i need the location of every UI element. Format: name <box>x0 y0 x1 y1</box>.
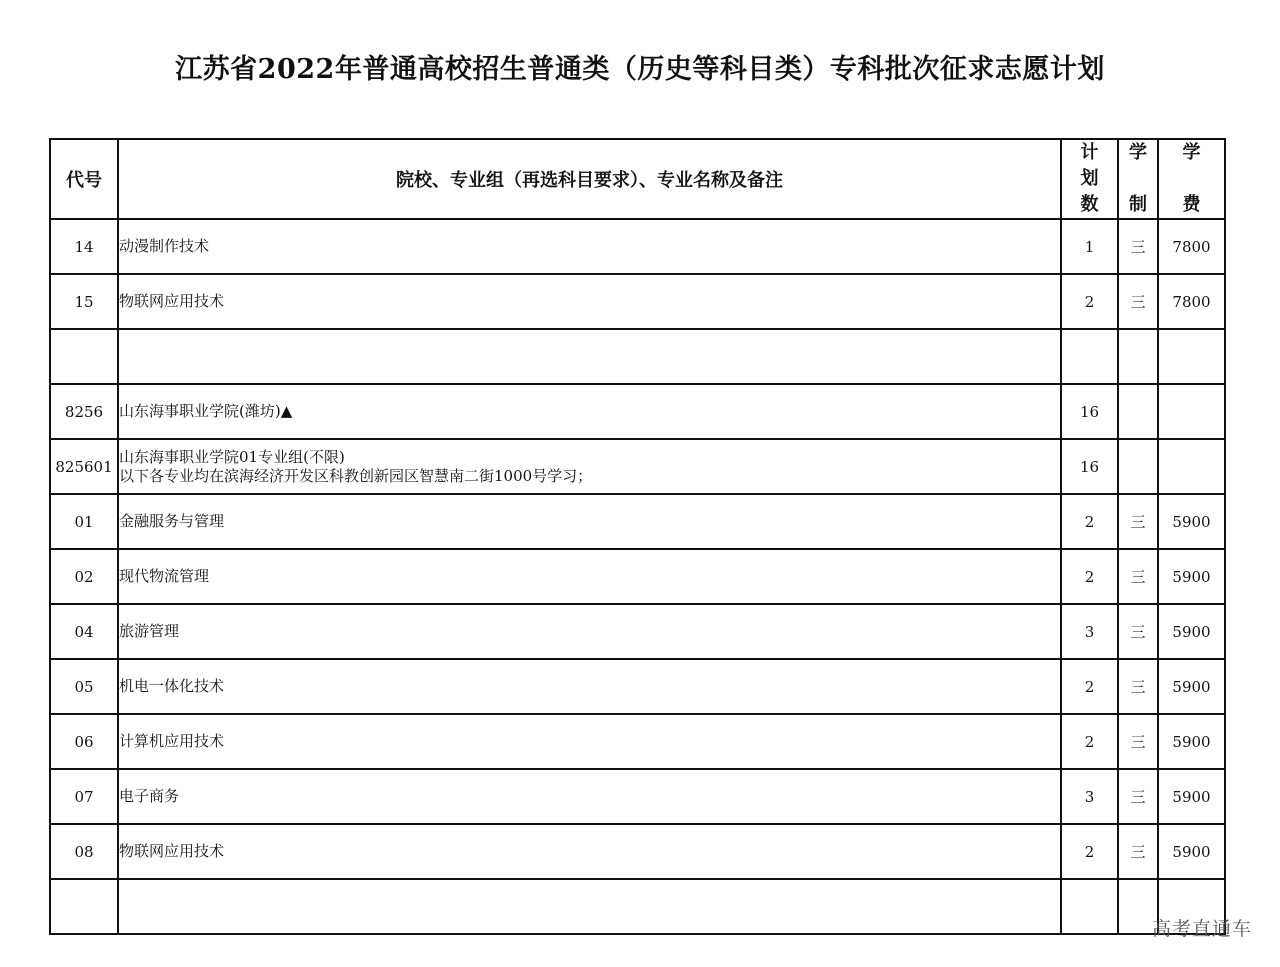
cell-duration: 三 <box>1118 714 1158 769</box>
cell-fee <box>1158 329 1225 384</box>
spacer <box>1119 166 1157 192</box>
cell-description <box>118 769 1061 824</box>
watermark: 高考直通车 <box>1151 918 1252 940</box>
description-line: 物联网应用技术 <box>119 292 225 310</box>
header-fee-char: 费 <box>1182 194 1201 215</box>
cell-code: 02 <box>50 549 118 604</box>
table-header-row <box>50 139 1225 219</box>
cell-duration: 三 <box>1118 274 1158 329</box>
table-row <box>50 219 1225 274</box>
description-line: 金融服务与管理 <box>119 512 225 530</box>
cell-code: 15 <box>50 274 118 329</box>
description-line: 现代物流管理 <box>119 567 210 585</box>
table-row <box>50 549 1225 604</box>
table-body <box>50 219 1225 934</box>
cell-plan-count: 3 <box>1061 769 1118 824</box>
table-row <box>50 604 1225 659</box>
cell-code: 05 <box>50 659 118 714</box>
cell-plan-count: 2 <box>1061 494 1118 549</box>
cell-duration <box>1118 439 1158 494</box>
cell-fee: 5900 <box>1158 714 1225 769</box>
cell-description <box>118 219 1061 274</box>
cell-description <box>118 714 1061 769</box>
header-description: 院校、专业组（再选科目要求）、专业名称及备注 <box>118 139 1061 219</box>
cell-duration: 三 <box>1118 494 1158 549</box>
cell-description <box>118 274 1061 329</box>
cell-fee <box>1158 439 1225 494</box>
cell-plan-count: 16 <box>1061 384 1118 439</box>
page-title: 江苏省2022年普通高校招生普通类（历史等科目类）专科批次征求志愿计划 <box>175 54 1105 85</box>
cell-description <box>118 824 1061 879</box>
cell-description <box>118 384 1061 439</box>
spacer <box>1159 166 1224 192</box>
cell-code: 06 <box>50 714 118 769</box>
table-row <box>50 824 1225 879</box>
cell-code: 04 <box>50 604 118 659</box>
header-duration-char: 学 <box>1129 142 1147 163</box>
description-line: 山东海事职业学院01专业组(不限) <box>119 447 345 466</box>
table-row <box>50 879 1225 934</box>
table-row <box>50 439 1225 494</box>
cell-code: 07 <box>50 769 118 824</box>
cell-description <box>118 879 1061 934</box>
cell-code: 08 <box>50 824 118 879</box>
cell-description <box>118 494 1061 549</box>
cell-description <box>118 549 1061 604</box>
description-line: 物联网应用技术 <box>119 842 225 860</box>
cell-code <box>50 329 118 384</box>
cell-plan-count: 1 <box>1061 219 1118 274</box>
description-line: 以下各专业均在滨海经济开发区科教创新园区智慧南二街1000号学习； <box>119 466 593 485</box>
cell-fee: 5900 <box>1158 824 1225 879</box>
cell-plan-count: 2 <box>1061 824 1118 879</box>
cell-plan-count: 2 <box>1061 659 1118 714</box>
table-row <box>50 329 1225 384</box>
header-plan-char: 计 <box>1080 142 1099 163</box>
cell-plan-count: 16 <box>1061 439 1118 494</box>
cell-plan-count <box>1061 329 1118 384</box>
cell-code <box>50 879 118 934</box>
table-row <box>50 659 1225 714</box>
table-row <box>50 274 1225 329</box>
header-fee <box>1158 139 1225 219</box>
cell-code: 01 <box>50 494 118 549</box>
cell-duration: 三 <box>1118 219 1158 274</box>
header-fee-char: 学 <box>1182 142 1201 163</box>
cell-duration: 三 <box>1118 549 1158 604</box>
table-row <box>50 384 1225 439</box>
description-line: 动漫制作技术 <box>119 237 210 255</box>
header-duration-char: 制 <box>1129 194 1147 215</box>
cell-duration: 三 <box>1118 769 1158 824</box>
cell-plan-count: 2 <box>1061 274 1118 329</box>
table-row <box>50 769 1225 824</box>
cell-duration: 三 <box>1118 659 1158 714</box>
header-plan-count <box>1061 139 1118 219</box>
cell-description <box>118 659 1061 714</box>
cell-code: 825601 <box>50 439 118 494</box>
table-row <box>50 714 1225 769</box>
header-code: 代号 <box>50 139 118 219</box>
cell-duration <box>1118 329 1158 384</box>
cell-duration: 三 <box>1118 604 1158 659</box>
cell-fee: 5900 <box>1158 549 1225 604</box>
table-row <box>50 494 1225 549</box>
description-line: 电子商务 <box>119 787 180 805</box>
cell-fee: 7800 <box>1158 219 1225 274</box>
cell-code: 14 <box>50 219 118 274</box>
header-plan-char: 划 <box>1080 168 1099 189</box>
header-plan-char: 数 <box>1080 194 1099 215</box>
cell-duration <box>1118 384 1158 439</box>
cell-plan-count: 2 <box>1061 714 1118 769</box>
cell-plan-count: 2 <box>1061 549 1118 604</box>
cell-description <box>118 329 1061 384</box>
description-line: 机电一体化技术 <box>119 677 225 695</box>
header-duration <box>1118 139 1158 219</box>
cell-fee: 7800 <box>1158 274 1225 329</box>
cell-description <box>118 604 1061 659</box>
cell-fee: 5900 <box>1158 494 1225 549</box>
plan-table <box>49 138 1226 935</box>
cell-description <box>118 439 1061 494</box>
cell-plan-count: 3 <box>1061 604 1118 659</box>
cell-plan-count <box>1061 879 1118 934</box>
description-line: 计算机应用技术 <box>119 732 225 750</box>
cell-fee: 5900 <box>1158 604 1225 659</box>
description-line: 山东海事职业学院(潍坊)▲ <box>119 402 293 420</box>
cell-duration: 三 <box>1118 824 1158 879</box>
cell-fee <box>1158 384 1225 439</box>
cell-fee: 5900 <box>1158 659 1225 714</box>
cell-code: 8256 <box>50 384 118 439</box>
description-line: 旅游管理 <box>119 622 180 640</box>
cell-fee: 5900 <box>1158 769 1225 824</box>
